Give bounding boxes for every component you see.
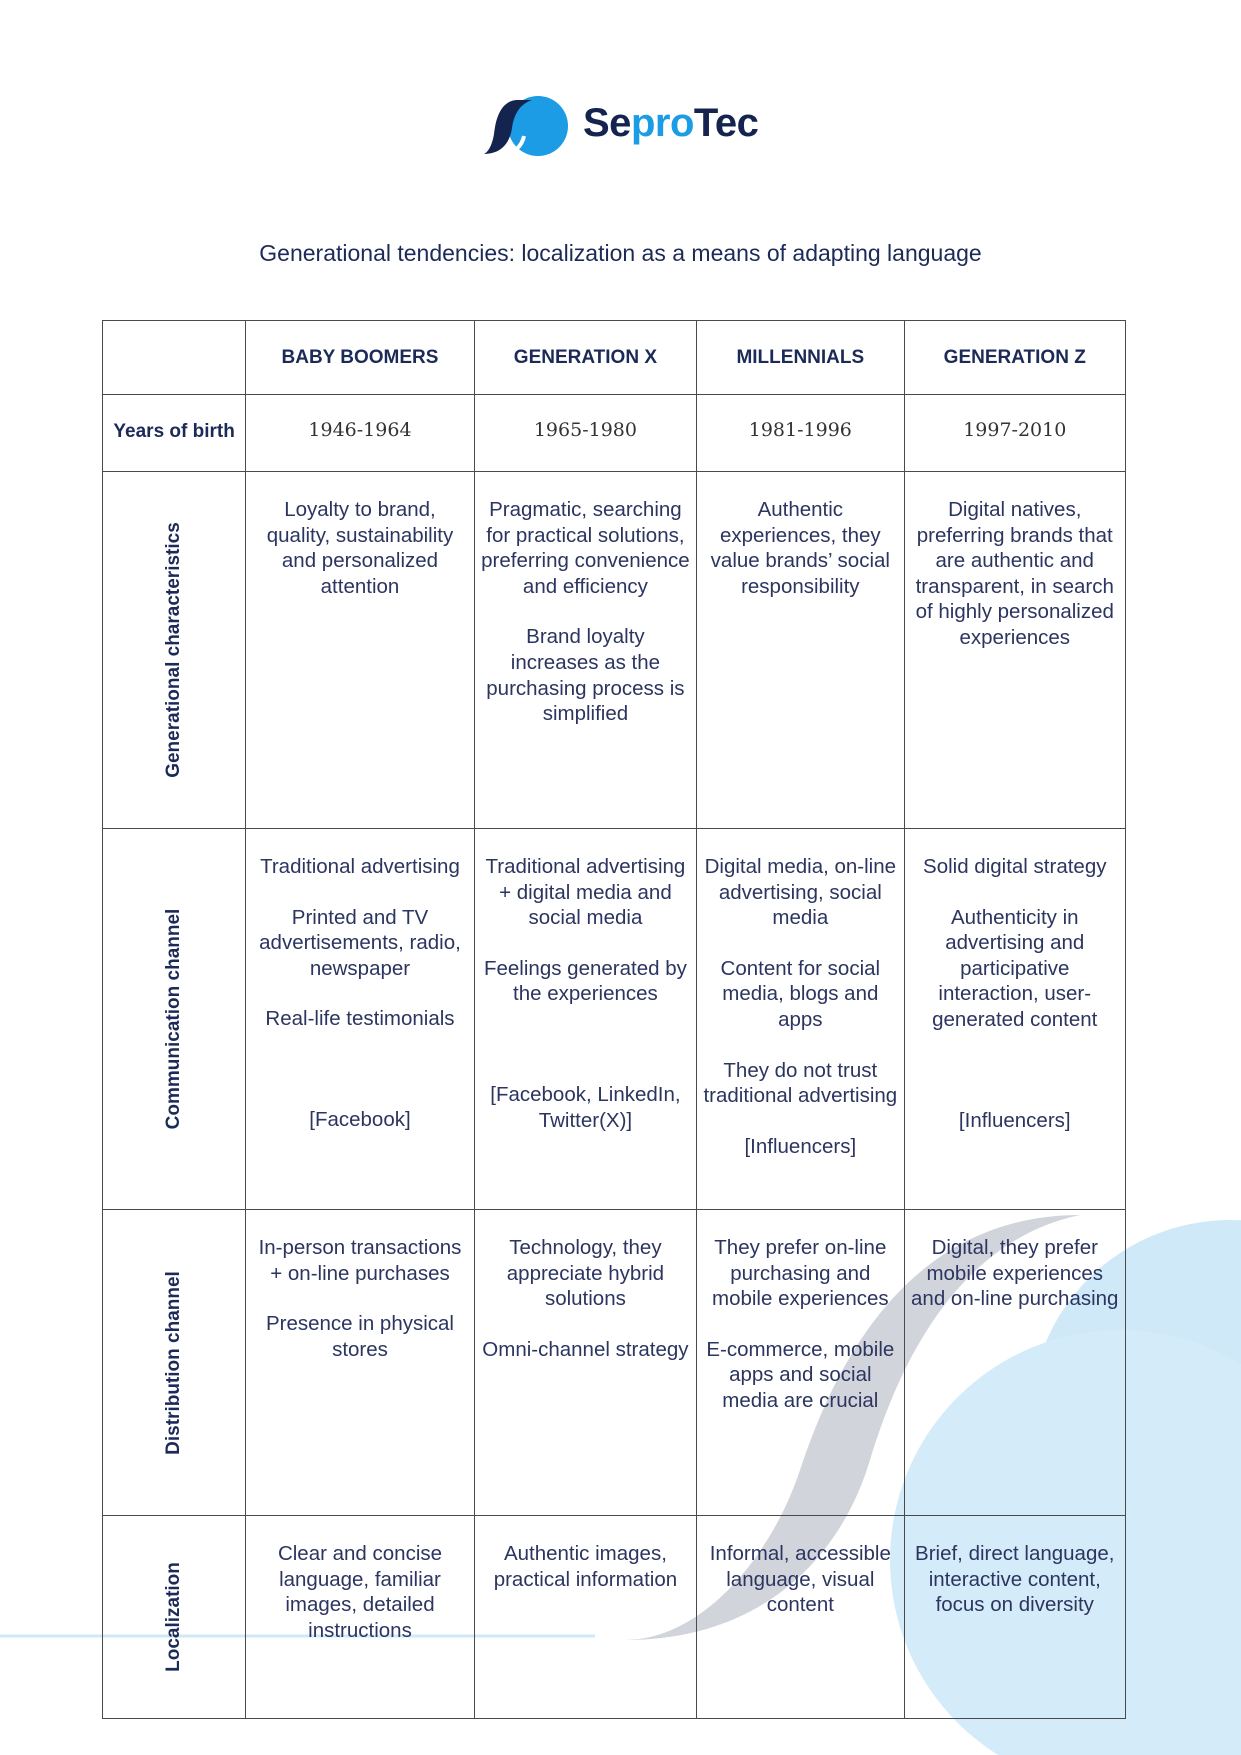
corner-cell [103,321,246,395]
cell-paragraph: Printed and TV advertisements, radio, newspaper [259,905,461,980]
column-header-generation-x: GENERATION X [474,321,696,395]
cell-paragraph: Technology, they appreciate hybrid solutions [506,1236,665,1311]
cell-paragraph: Traditional advertising + digital media and social media [485,855,686,930]
characteristics-row [103,472,1126,829]
column-header-generation-z: GENERATION Z [904,321,1125,395]
cell-paragraph: Pragmatic, searching for practical solutions, preferring convenience and efficiency [481,498,690,598]
table-cell [246,1210,474,1516]
cell-paragraph: E-commerce, mobile apps and social media are crucial [706,1337,895,1412]
communication-row [103,829,1126,1210]
cell-paragraph: In-person transactions + on-line purchases [258,1236,462,1285]
row-label-distribution: Distribution channel [163,1270,185,1455]
seprotec-logo [478,96,798,168]
table-cell [697,1516,904,1719]
years-value: 1981-1996 [748,419,852,441]
cell-paragraph: Digital media, on-line advertising, social media [704,855,897,930]
cell-paragraph: [Influencers] [744,1134,857,1158]
cell-paragraph: [Facebook] [309,1107,411,1131]
row-header-communication [103,829,246,1210]
page-title: Generational tendencies: localization as a means of adapting language [259,240,982,266]
logo-wordmark: SeproTec [583,101,759,145]
cell-paragraph: Real-life testimonials [265,1007,455,1031]
table-cell [904,472,1125,829]
row-header-characteristics [103,472,246,829]
cell-paragraph: They do not trust traditional advertising [703,1058,898,1108]
row-label-communication: Communication channel [163,908,185,1130]
table-cell [697,472,904,829]
localization-row [103,1516,1126,1719]
distribution-row [103,1210,1126,1516]
table-cell [246,829,474,1210]
years-cell [474,395,696,472]
table-cell [474,472,696,829]
generations-table [102,320,1126,1719]
cell-paragraph: Authentic experiences, they value brands’ social responsibility [710,498,890,598]
column-header-baby-boomers: BABY BOOMERS [246,321,474,395]
row-header-years [103,395,246,472]
table-cell [246,472,474,829]
cell-paragraph: They prefer on-line purchasing and mobile experiences [712,1236,889,1311]
row-label-localization: Localization [163,1562,185,1672]
column-header-millennials: MILLENNIALS [697,321,904,395]
row-header-localization [103,1516,246,1719]
table-cell [904,1210,1125,1516]
table-cell [697,1210,904,1516]
cell-paragraph: Informal, accessible language, visual content [709,1542,891,1617]
table-cell [246,1516,474,1719]
cell-paragraph: Authentic images, practical information [493,1542,678,1591]
years-value: 1997-2010 [963,419,1067,441]
cell-paragraph: Feelings generated by the experiences [483,956,687,1006]
table-cell [904,1516,1125,1719]
years-row [103,395,1126,472]
logo-mark-icon [478,96,578,168]
years-value: 1965-1980 [533,419,637,441]
years-cell [246,395,474,472]
row-label-characteristics: Generational characteristics [163,522,185,778]
table-cell [474,1210,696,1516]
years-cell [904,395,1125,472]
table-cell [474,1516,696,1719]
cell-paragraph: Omni-channel strategy [482,1337,689,1361]
cell-paragraph: Presence in physical stores [265,1312,454,1361]
years-cell [697,395,904,472]
cell-paragraph: Traditional advertising [260,855,460,878]
table-cell [697,829,904,1210]
cell-paragraph: [Influencers] [958,1108,1071,1132]
cell-paragraph: Solid digital strategy [923,855,1107,878]
cell-paragraph: Clear and concise language, familiar images, detailed instructions [277,1542,443,1642]
cell-paragraph: [Facebook, LinkedIn, Twitter(X)] [490,1082,681,1132]
header-row [103,321,1126,395]
cell-paragraph: Digital, they prefer mobile experiences and on-line purchasing [911,1236,1119,1311]
cell-paragraph: Content for social media, blogs and apps [720,956,881,1031]
row-header-distribution [103,1210,246,1516]
cell-paragraph: Digital natives, preferring brands that are authentic and transparent, in search of highly personalized experiences [915,498,1114,649]
row-label-years: Years of birth [113,421,235,442]
table-cell [474,829,696,1210]
cell-paragraph: Authenticity in advertising and participative interaction, user-generated content [932,905,1098,1031]
years-value: 1946-1964 [308,419,412,441]
cell-paragraph: Brand loyalty increases as the purchasing process is simplified [486,625,685,726]
cell-paragraph: Brief, direct language, interactive content, focus on diversity [915,1542,1115,1617]
cell-paragraph: Loyalty to brand, quality, sustainability and personalized attention [266,498,454,598]
table-cell [904,829,1125,1210]
